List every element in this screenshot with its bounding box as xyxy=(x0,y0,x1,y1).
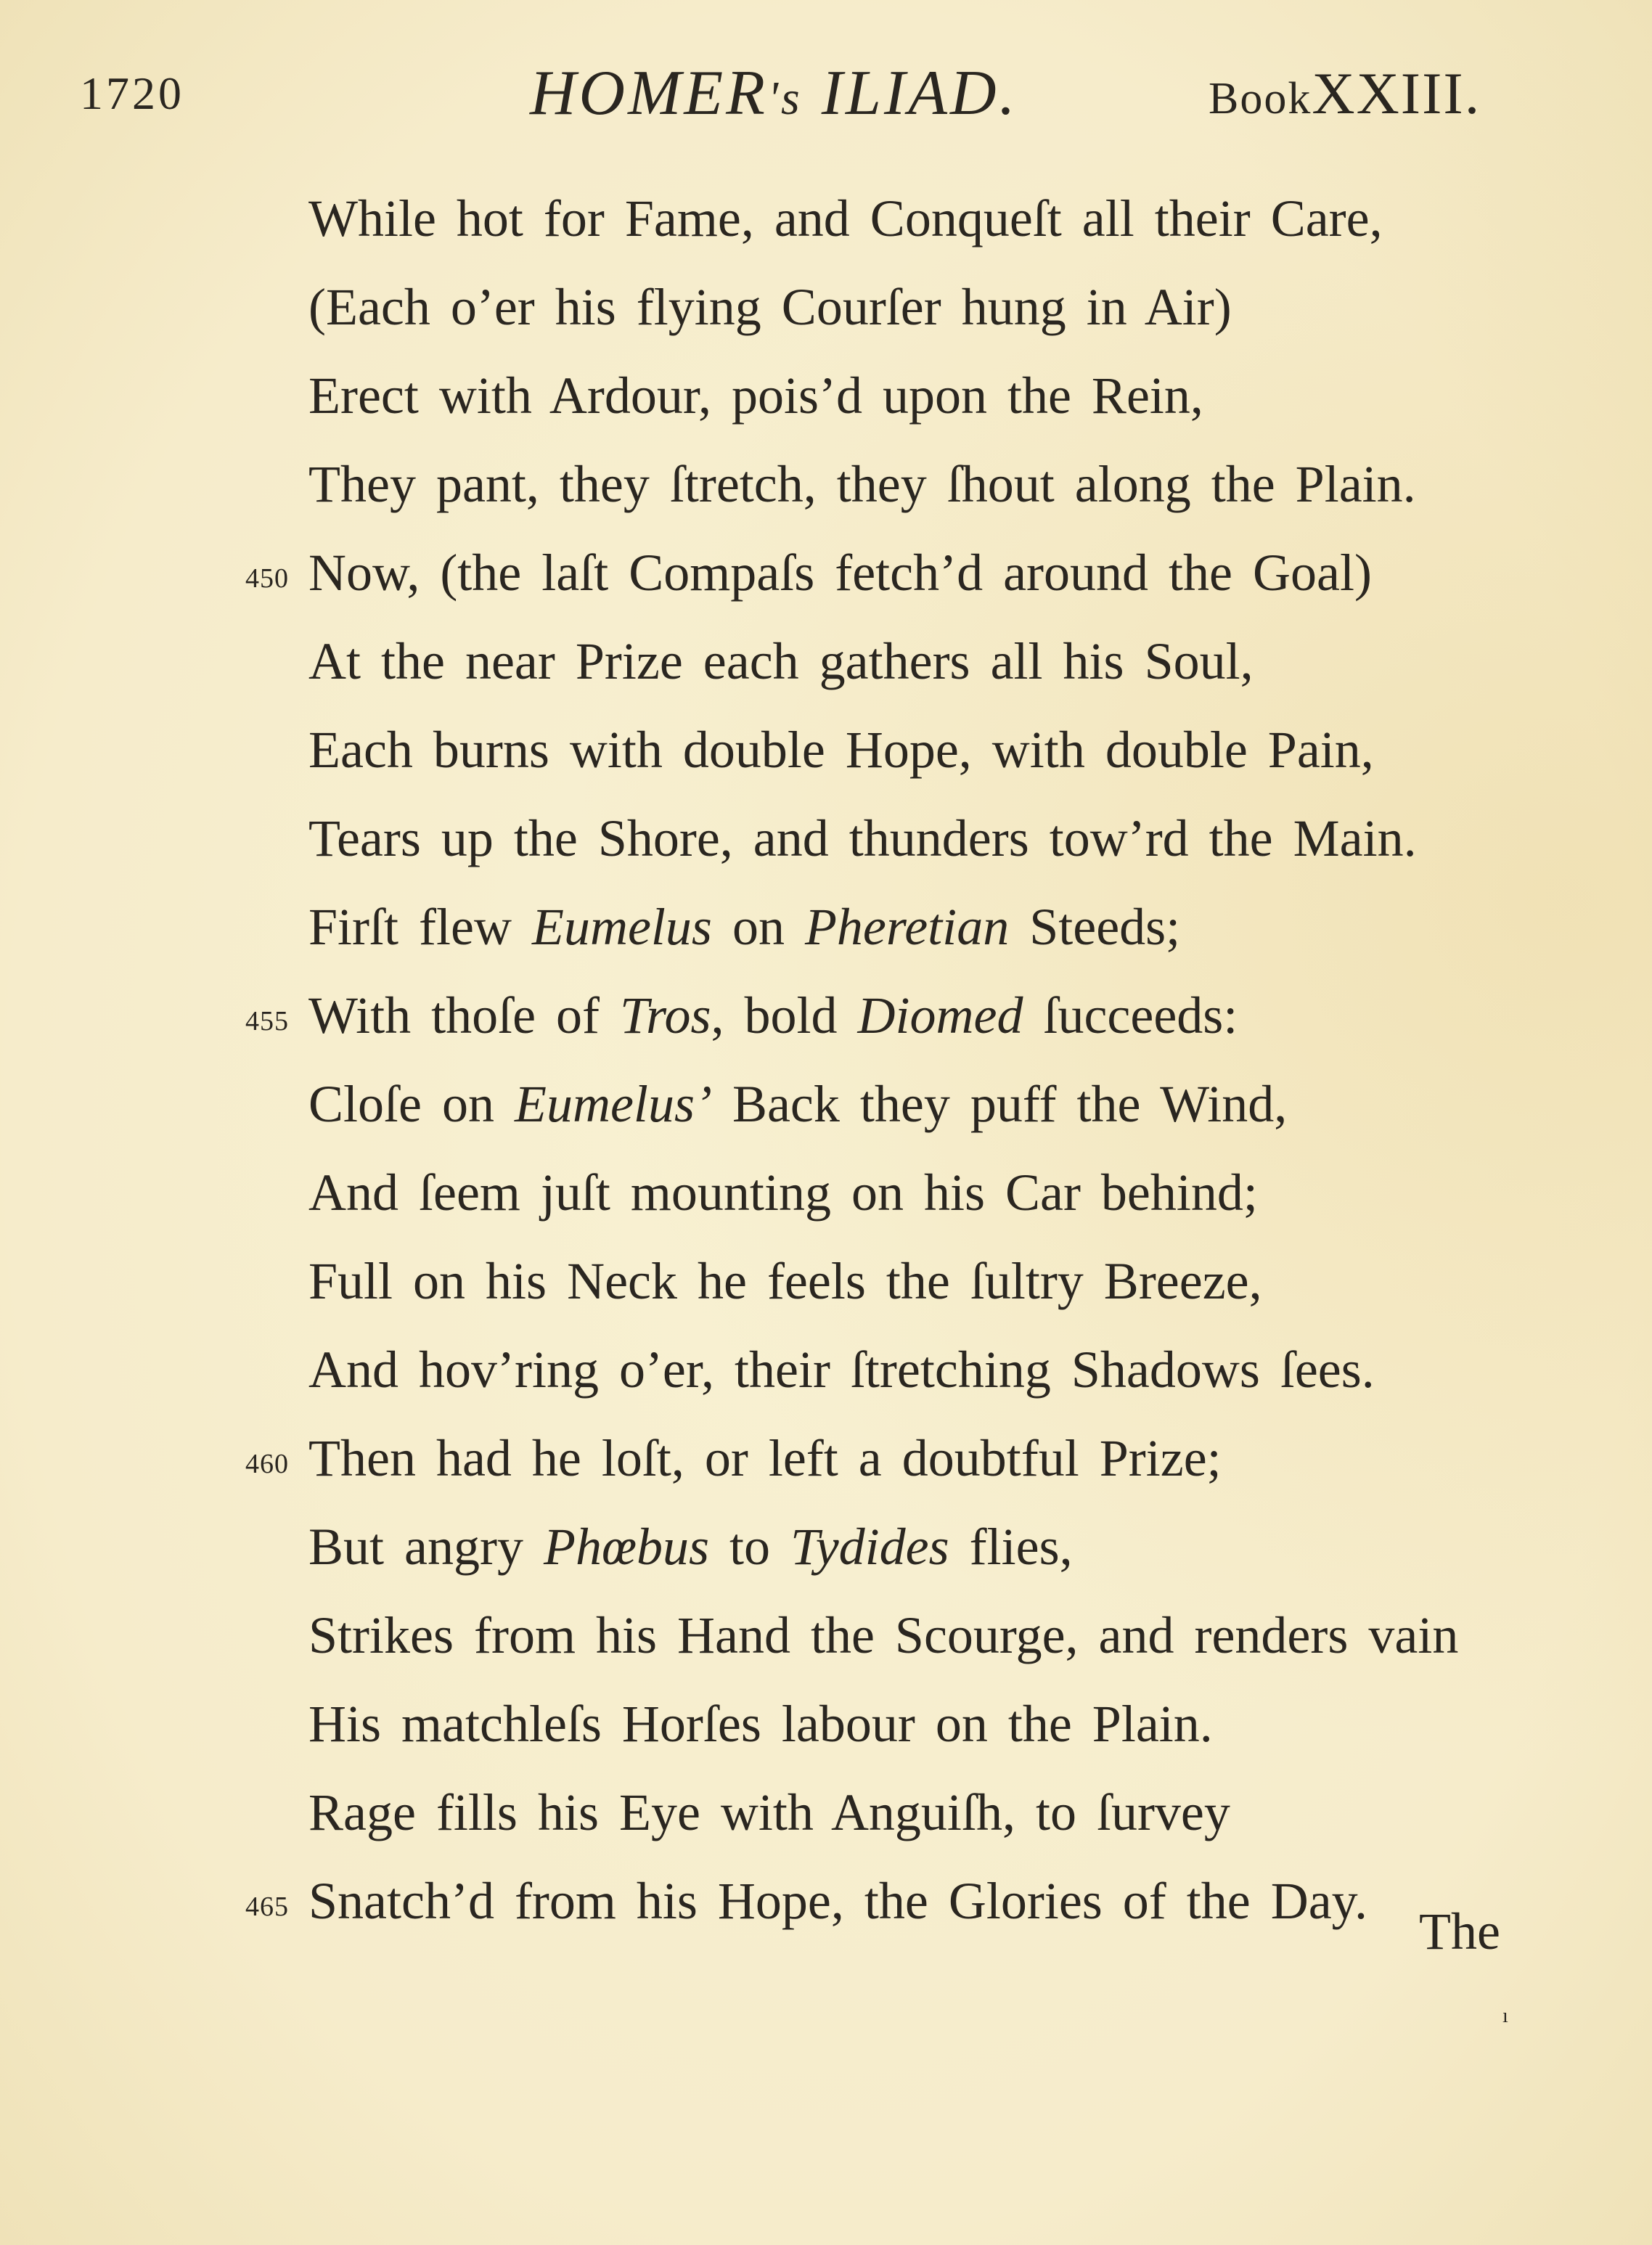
verse-line xyxy=(0,794,1652,883)
verse-line xyxy=(0,1680,1652,1768)
line-number: 465 xyxy=(245,1892,289,1922)
verse-segment: His matchleſs Horſes labour on the Plain. xyxy=(308,1695,1213,1753)
verse-segment: Snatch’d from his Hope, the Glories of the Day. xyxy=(308,1872,1368,1930)
verse-text xyxy=(308,1325,1375,1414)
verse-segment: But angry xyxy=(308,1518,544,1576)
verse-line xyxy=(0,263,1652,351)
verse-text xyxy=(308,1591,1458,1680)
verse-segment: Now, (the laſt Compaſs fetch’d around the Goal) xyxy=(308,544,1372,602)
verse-segment: to xyxy=(709,1518,791,1576)
verse-segment: , bold xyxy=(711,986,858,1044)
verse-line xyxy=(0,1237,1652,1325)
verse-text xyxy=(308,351,1203,440)
verse-segment: With thoſe of xyxy=(308,986,621,1044)
verse-segment: Strikes from his Hand the Scourge, and renders vain xyxy=(308,1606,1459,1664)
book-word: Book xyxy=(1209,74,1312,123)
running-title xyxy=(530,57,1018,130)
verse-line xyxy=(0,1857,1652,1945)
verse-line xyxy=(0,1414,1652,1502)
verse-text xyxy=(308,1857,1367,1945)
running-header xyxy=(0,57,1652,128)
verse-line xyxy=(0,174,1652,263)
verse-segment: on xyxy=(711,898,805,956)
verse-text xyxy=(308,1768,1230,1857)
verse-segment: At the near Prize each gathers all his Soul, xyxy=(308,632,1254,690)
verse-segment: Full on his Neck he feels the ſultry Breeze, xyxy=(308,1252,1262,1310)
verse-text xyxy=(308,1060,1287,1148)
line-number: 450 xyxy=(245,563,289,594)
title-possessive: 's xyxy=(767,72,803,125)
italic-name: Eumelus’ xyxy=(515,1075,712,1133)
verse-text xyxy=(308,174,1383,263)
title-author: HOMER xyxy=(530,58,768,128)
verse-segment: And ſeem juſt mounting on his Car behind; xyxy=(308,1164,1258,1222)
verse-text xyxy=(308,440,1416,528)
book-number: XXIII. xyxy=(1312,60,1481,126)
verse-segment: flies, xyxy=(949,1518,1073,1576)
page-number: 1720 xyxy=(80,68,184,119)
verse-line xyxy=(0,971,1652,1060)
verse-line xyxy=(0,528,1652,617)
italic-name: Tydides xyxy=(790,1518,949,1576)
verse-text xyxy=(308,528,1372,617)
verse-segment: ſucceeds: xyxy=(1023,986,1238,1044)
verse-segment: Firſt flew xyxy=(308,898,532,956)
verse-text xyxy=(308,883,1180,971)
verse-segment: Each burns with double Hope, with double Pain, xyxy=(308,721,1374,779)
line-number: 455 xyxy=(245,1006,289,1036)
verse-line xyxy=(0,1591,1652,1680)
verse-line xyxy=(0,706,1652,794)
verse-line xyxy=(0,1502,1652,1591)
verse-line xyxy=(0,440,1652,528)
verse-segment: Steeds; xyxy=(1009,898,1181,956)
verse-text xyxy=(308,1502,1073,1591)
verse-text xyxy=(308,971,1238,1060)
verse-text xyxy=(308,1148,1258,1237)
verse-line xyxy=(0,883,1652,971)
verse-segment: Tears up the Shore, and thunders tow’rd the Main. xyxy=(308,809,1417,867)
catchword: The xyxy=(1419,1902,1500,1960)
signature-mark: ı xyxy=(1502,2005,1508,2027)
italic-name: Tros xyxy=(620,986,711,1044)
verse-line xyxy=(0,351,1652,440)
line-number: 460 xyxy=(245,1449,289,1479)
verse-text xyxy=(308,617,1254,706)
italic-name: Pheretian xyxy=(804,898,1010,956)
title-work: ILIAD. xyxy=(802,58,1018,128)
verse-text xyxy=(308,706,1374,794)
verse-text xyxy=(308,1680,1213,1768)
verse-segment: Erect with Ardour, pois’d upon the Rein, xyxy=(308,367,1203,425)
verse-line xyxy=(0,617,1652,706)
italic-name: Phœbus xyxy=(543,1518,709,1576)
verse-block xyxy=(0,174,1652,1945)
verse-text xyxy=(308,1414,1222,1502)
verse-segment: While hot for Fame, and Conqueſt all their Care, xyxy=(308,189,1383,248)
italic-name: Diomed xyxy=(857,986,1023,1044)
verse-segment: They pant, they ſtretch, they ſhout along the Plain. xyxy=(308,455,1416,513)
book-label xyxy=(1209,60,1481,128)
verse-segment: (Each o’er his flying Courſer hung in Air) xyxy=(308,278,1232,336)
verse-line xyxy=(0,1148,1652,1237)
verse-line xyxy=(0,1768,1652,1857)
verse-text xyxy=(308,794,1417,883)
verse-text xyxy=(308,1237,1262,1325)
verse-line xyxy=(0,1325,1652,1414)
verse-segment: Back they puff the Wind, xyxy=(711,1075,1288,1133)
verse-text xyxy=(308,263,1232,351)
verse-segment: Cloſe on xyxy=(308,1075,515,1133)
verse-segment: And hov’ring o’er, their ſtretching Shadows ſees. xyxy=(308,1341,1375,1399)
verse-segment: Then had he loſt, or left a doubtful Prize; xyxy=(308,1429,1222,1487)
verse-segment: Rage fills his Eye with Anguiſh, to ſurvey xyxy=(308,1783,1230,1841)
verse-line xyxy=(0,1060,1652,1148)
italic-name: Eumelus xyxy=(531,898,712,956)
